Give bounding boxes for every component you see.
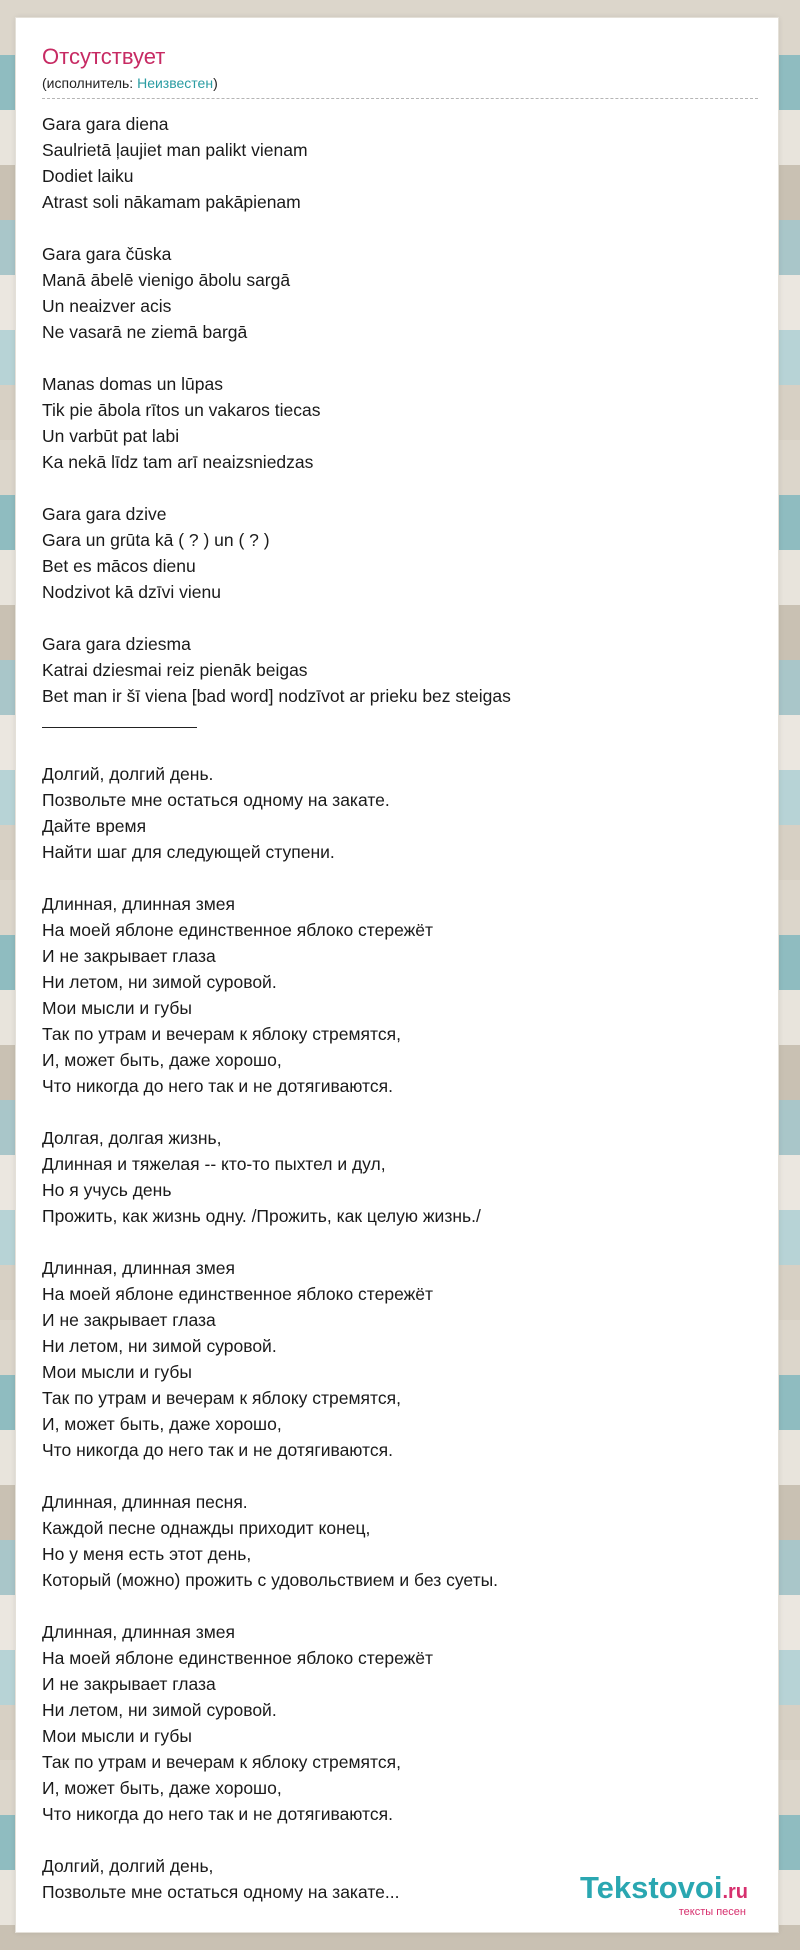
stanza-gap (42, 735, 752, 761)
lyric-line: Katrai dziesmai reiz pienāk beigas (42, 660, 308, 680)
lyric-line: Gara gara dzive (42, 504, 167, 524)
logo-tld: .ru (722, 1881, 748, 1903)
stanza-gap (42, 865, 752, 891)
lyric-line: Долгий, долгий день. (42, 764, 214, 784)
lyric-line: Bet man ir šī viena [bad word] nodzīvot ar prieku bez steigas (42, 686, 511, 706)
lyric-line: На моей яблоне единственное яблоко стережёт (42, 1648, 434, 1668)
lyric-line: Ни летом, ни зимой суровой. (42, 1336, 277, 1356)
lyric-line: Так по утрам и вечерам к яблоку стремятся, (42, 1752, 401, 1772)
lyric-line: Длинная и тяжелая -- кто-то пыхтел и дул, (42, 1154, 386, 1174)
lyric-line: Позвольте мне остаться одному на закате. (42, 790, 390, 810)
lyric-line: Gara gara čūska (42, 244, 172, 264)
divider-line (42, 709, 752, 735)
stanza-gap (42, 1229, 752, 1255)
lyric-line: Каждой песне однажды приходит конец, (42, 1518, 371, 1538)
lyric-line: Un neaizver acis (42, 296, 172, 316)
lyric-line: И не закрывает глаза (42, 1674, 216, 1694)
stanza-gap (42, 475, 752, 501)
lyrics-text (42, 111, 752, 1905)
stanza-gap (42, 345, 752, 371)
lyric-line: Долгий, долгий день, (42, 1856, 214, 1876)
lyric-line: Позвольте мне остаться одному на закате... (42, 1882, 400, 1902)
lyric-line: Найти шаг для следующей ступени. (42, 842, 335, 862)
stanza-gap (42, 605, 752, 631)
lyric-line: Дайте время (42, 816, 147, 836)
byline-prefix: (исполнитель: (42, 75, 138, 91)
lyric-line: Atrast soli nākamam pakāpienam (42, 192, 301, 212)
lyric-line: Мои мысли и губы (42, 1726, 192, 1746)
lyric-line: Un varbūt pat labi (42, 426, 180, 446)
song-title: Отсутствует (42, 44, 166, 69)
lyric-line: Но у меня есть этот день, (42, 1544, 252, 1564)
logo-tagline: тексты песен (678, 1906, 746, 1918)
stanza-gap (42, 1593, 752, 1619)
lyric-line: Ни летом, ни зимой суровой. (42, 972, 277, 992)
lyric-line: И, может быть, даже хорошо, (42, 1778, 282, 1798)
lyric-line: Ни летом, ни зимой суровой. (42, 1700, 277, 1720)
artist-link[interactable]: Неизвестен (137, 75, 214, 91)
lyric-line: Длинная, длинная змея (42, 1258, 235, 1278)
lyric-line: Так по утрам и вечерам к яблоку стремятся, (42, 1388, 401, 1408)
lyric-line: Мои мысли и губы (42, 1362, 192, 1382)
lyric-line: Gara gara diena (42, 114, 169, 134)
stanza-gap (42, 1099, 752, 1125)
stanza-gap (42, 1827, 752, 1853)
lyric-line: Manas domas un lūpas (42, 374, 223, 394)
lyric-line: Manā ābelē vienigo ābolu sargā (42, 270, 291, 290)
lyric-line: Но я учусь день (42, 1180, 172, 1200)
lyric-line: Gara un grūta kā ( ? ) un ( ? ) (42, 530, 270, 550)
lyrics-card (16, 18, 778, 1932)
lyric-line: Мои мысли и губы (42, 998, 192, 1018)
lyric-line: Долгая, долгая жизнь, (42, 1128, 222, 1148)
stanza-gap (42, 1463, 752, 1489)
lyric-line: Saulrietā ļaujiet man palikt vienam (42, 140, 308, 160)
lyric-line: Что никогда до него так и не дотягиваются. (42, 1440, 393, 1460)
stanza-gap (42, 215, 752, 241)
lyric-line: Что никогда до него так и не дотягиваются. (42, 1076, 393, 1096)
lyric-line: И не закрывает глаза (42, 946, 216, 966)
lyric-line: Прожить, как жизнь одну. /Прожить, как целую жизнь./ (42, 1206, 481, 1226)
lyric-line: Gara gara dziesma (42, 634, 191, 654)
lyric-line: Длинная, длинная змея (42, 894, 235, 914)
lyric-line: Bet es mācos dienu (42, 556, 196, 576)
lyric-line: И, может быть, даже хорошо, (42, 1050, 282, 1070)
lyric-line: Ka nekā līdz tam arī neaizsniedzas (42, 452, 314, 472)
artist-byline (42, 74, 752, 92)
lyric-line: Так по утрам и вечерам к яблоку стремятся, (42, 1024, 401, 1044)
logo-name: Tekstovoi (580, 1870, 723, 1905)
lyric-line: Что никогда до него так и не дотягиваются. (42, 1804, 393, 1824)
lyric-line: Длинная, длинная песня. (42, 1492, 248, 1512)
lyric-line: Tik pie ābola rītos un vakaros tiecas (42, 400, 321, 420)
lyric-line: Dodiet laiku (42, 166, 134, 186)
lyric-line: На моей яблоне единственное яблоко стережёт (42, 920, 434, 940)
lyric-line: Ne vasarā ne ziemā bargā (42, 322, 248, 342)
byline-suffix: ) (213, 75, 218, 91)
lyric-line: Nodzivot kā dzīvi vienu (42, 582, 221, 602)
lyric-line: Который (можно) прожить с удовольствием и без суеты. (42, 1570, 499, 1590)
lyric-line: И, может быть, даже хорошо, (42, 1414, 282, 1434)
title-separator (42, 98, 758, 99)
lyric-line: Длинная, длинная змея (42, 1622, 235, 1642)
lyric-line: И не закрывает глаза (42, 1310, 216, 1330)
lyric-line: На моей яблоне единственное яблоко стережёт (42, 1284, 434, 1304)
site-logo[interactable] (580, 1872, 748, 1918)
